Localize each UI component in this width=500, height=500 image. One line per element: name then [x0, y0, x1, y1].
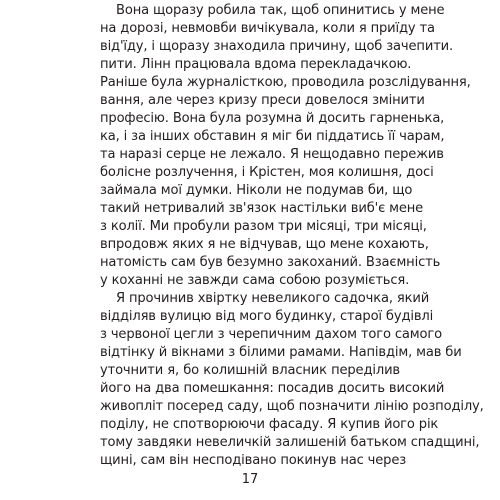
- text-line: болісне розлучення, і Крістен, моя колишня, досі: [100, 165, 434, 180]
- text-line: Вона щоразу робила так, щоб опинитись у мене: [116, 3, 445, 18]
- text-line: відділяв вулицю від мого будинку, старої будівлі: [100, 309, 434, 324]
- text-line: тому завдяки невеличкій залишеній батьком спадщині,: [100, 435, 480, 450]
- page-number: 17: [241, 472, 259, 487]
- text-line: та наразі серце не лежало. Я нещодавно пережив: [100, 147, 444, 162]
- text-line: уточнити я, бо колишній власник переділив: [100, 363, 400, 378]
- text-line: вання, але через кризу преси довелося змінити: [100, 93, 425, 108]
- text-line: такий нетривалий зв'язок настільки виб'є мене: [100, 201, 424, 216]
- text-line: з червоної цегли з черепичним дахом того самого: [100, 327, 442, 342]
- text-line: від'їду, і щоразу знаходила причину, щоб зачепити.: [100, 39, 454, 54]
- text-line: натомість сам був безумно закоханий. Взаємність: [100, 255, 441, 270]
- text-line: його на два помешкання: посадив досить високий: [100, 381, 445, 396]
- text-line: ка, і за інших обставин я міг би піддатись її чарам,: [100, 129, 445, 144]
- text-line: у коханні не завжди сама собою розуміється.: [100, 273, 410, 288]
- text-line: живопліт посеред саду, щоб позначити лінію розподілу,: [100, 399, 484, 414]
- text-line: впродовж яких я не відчував, що мене кохають,: [100, 237, 429, 252]
- text-line: з колії. Ми пробули разом три місяці, три місяці,: [100, 219, 427, 234]
- text-line: Я прочинив хвіртку невеликого садочка, який: [116, 291, 430, 306]
- text-line: професію. Вона була розумна й досить гарненька,: [100, 111, 445, 126]
- text-line: Раніше була журналісткою, проводила розслідування,: [100, 75, 471, 90]
- text-line: щині, сам він несподівано покинув нас через: [100, 453, 407, 468]
- text-line: на дорозі, невмовби вичікувала, коли я приїду та: [100, 21, 435, 36]
- text-line: відтінку й вікнами з білими рамами. Напівдім, мав би: [100, 345, 462, 360]
- text-line: поділу, не спотворюючи фасаду. Я купив його рік: [100, 417, 439, 432]
- text-line: займала мої думки. Ніколи не подумав би, що: [100, 183, 413, 198]
- text-line: пити. Лінн працювала вдома перекладачкою.: [100, 57, 412, 72]
